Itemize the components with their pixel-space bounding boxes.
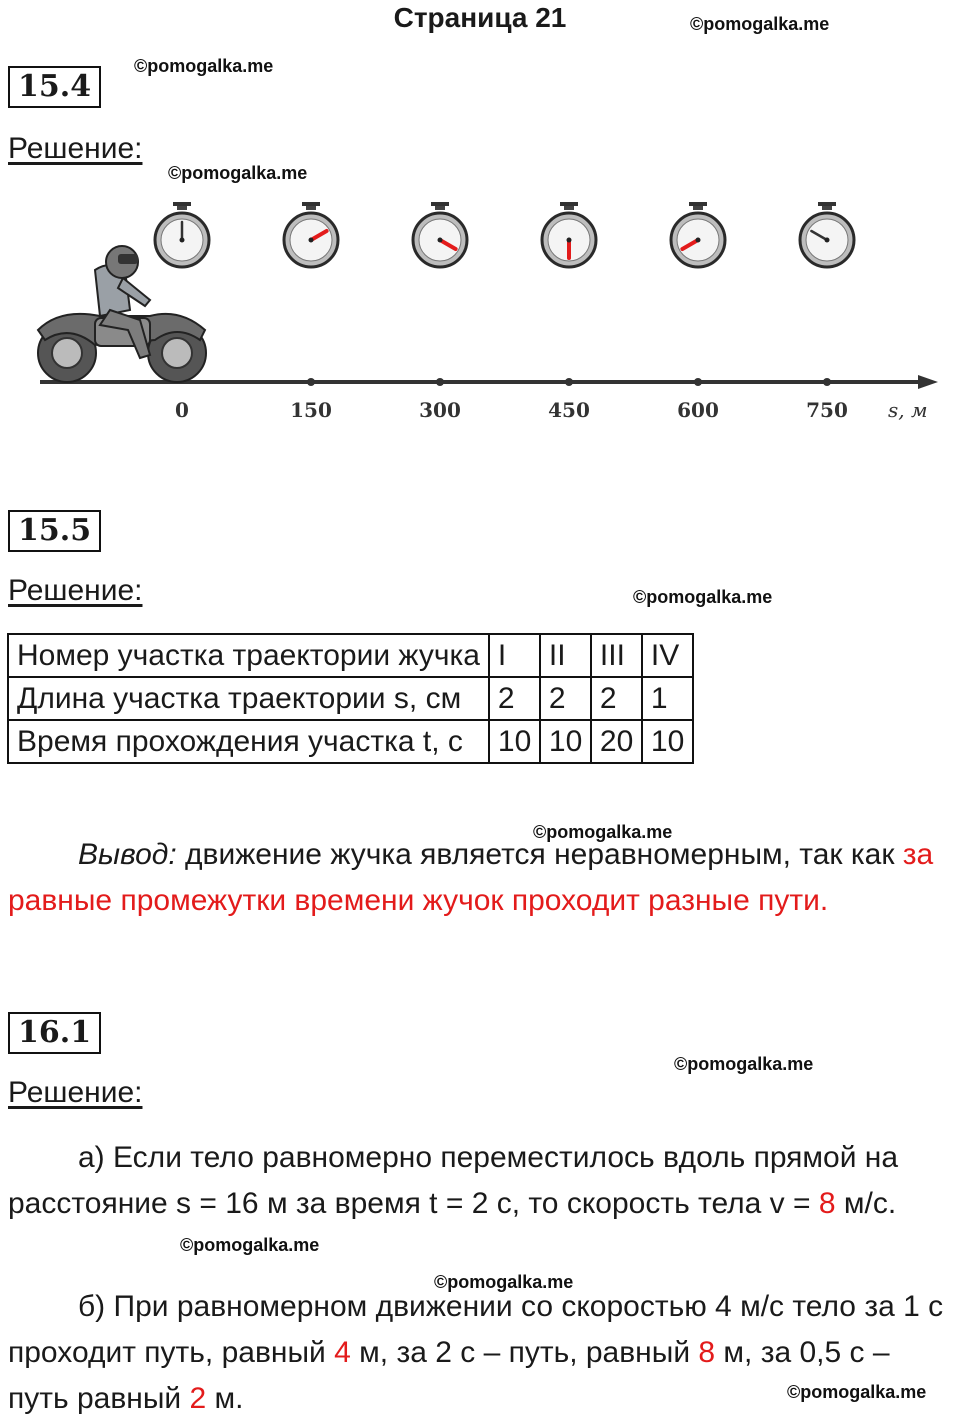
solution-label: Решение: — [8, 132, 143, 165]
table-cell: 2 — [489, 677, 540, 720]
stopwatch-icon — [671, 202, 725, 267]
axis-ticks — [175, 378, 848, 422]
task-number-15-4: 15.4 — [8, 66, 101, 108]
table-cell: III — [591, 634, 642, 677]
part-b-answer: 2 — [189, 1382, 207, 1415]
axis-tick-dot — [436, 378, 444, 386]
axis-arrow — [918, 375, 938, 389]
part-b-text: м. — [206, 1382, 244, 1415]
part-a-text: а) Если тело равномерно переместилось вдоль прямой на расстояние s = 16 м за время t = 2 с, то скорость тела v = — [8, 1141, 899, 1220]
stopwatch-icon — [413, 202, 467, 267]
watermark: ©pomogalka.me — [168, 163, 308, 183]
part-a-unit: м/с. — [835, 1187, 897, 1220]
table-cell: II — [540, 634, 591, 677]
table-cell: 10 — [540, 720, 591, 763]
conclusion-highlight: за равные промежутки времени жучок проходит разные пути. — [8, 838, 934, 917]
table-cell: Время прохождения участка t, с — [8, 720, 489, 763]
table-row — [8, 720, 693, 763]
axis-label: s, м — [888, 398, 928, 422]
task-number-15-5: 15.5 — [8, 510, 101, 552]
stopwatch-icon — [800, 202, 854, 267]
conclusion-paragraph — [8, 832, 953, 924]
watermark: ©pomogalka.me — [674, 1054, 814, 1074]
watermark: ©pomogalka.me — [633, 587, 773, 607]
part-b-answer: 4 — [334, 1336, 351, 1369]
part-b-paragraph — [8, 1284, 953, 1422]
table-cell: 10 — [489, 720, 540, 763]
table-row — [8, 634, 693, 677]
watermark: ©pomogalka.me — [690, 14, 830, 34]
table-cell: 10 — [642, 720, 693, 763]
axis-tick-dot — [823, 378, 831, 386]
page-title: Страница 21 — [393, 2, 567, 33]
table-cell: 1 — [642, 677, 693, 720]
part-b-text: м, за 0,5 с – путь равный — [8, 1336, 890, 1415]
watermark: ©pomogalka.me — [787, 1382, 927, 1402]
solution-label: Решение: — [8, 574, 143, 607]
axis-tick-label: 0 — [175, 398, 189, 422]
table-cell: Длина участка траектории s, см — [8, 677, 489, 720]
conclusion-label: Вывод: — [78, 838, 177, 871]
part-b-text: б) При равномерном движении со скоростью 4 м/с тело за 1 с проходит путь, равный — [8, 1290, 944, 1369]
axis-tick-label: 600 — [677, 398, 719, 422]
stopwatch-icon — [284, 202, 338, 267]
stopwatch-icon — [155, 202, 209, 267]
axis-tick-label: 300 — [419, 398, 461, 422]
solution-label: Решение: — [8, 1076, 143, 1109]
conclusion-text: движение жучка является неравномерным, так как — [176, 838, 903, 871]
axis-tick-label: 150 — [290, 398, 332, 422]
stopwatch-icon — [542, 202, 596, 267]
table-cell: 2 — [540, 677, 591, 720]
axis-tick-label: 750 — [806, 398, 848, 422]
axis-tick-dot — [565, 378, 573, 386]
watermark: ©pomogalka.me — [533, 822, 673, 842]
axis-tick-dot — [694, 378, 702, 386]
part-b-answer: 8 — [698, 1336, 716, 1369]
task-number-16-1: 16.1 — [8, 1012, 101, 1054]
table-cell: I — [489, 634, 540, 677]
table-cell: 20 — [591, 720, 642, 763]
table-cell: IV — [642, 634, 693, 677]
part-b-text: м, за 2 с – путь, равный — [350, 1336, 699, 1369]
table-cell: 2 — [591, 677, 642, 720]
table-cell: Номер участка траектории жучка — [8, 634, 489, 677]
watermark: ©pomogalka.me — [180, 1235, 320, 1255]
watermark: ©pomogalka.me — [434, 1272, 574, 1292]
axis-tick-label: 450 — [548, 398, 590, 422]
part-a-paragraph — [8, 1135, 953, 1227]
table-row — [8, 677, 693, 720]
axis-tick-dot — [307, 378, 315, 386]
beetle-path-table — [7, 633, 694, 764]
motion-figure — [0, 190, 960, 440]
stopwatches — [155, 202, 854, 267]
watermark: ©pomogalka.me — [134, 56, 274, 76]
part-a-answer: 8 — [818, 1187, 836, 1220]
